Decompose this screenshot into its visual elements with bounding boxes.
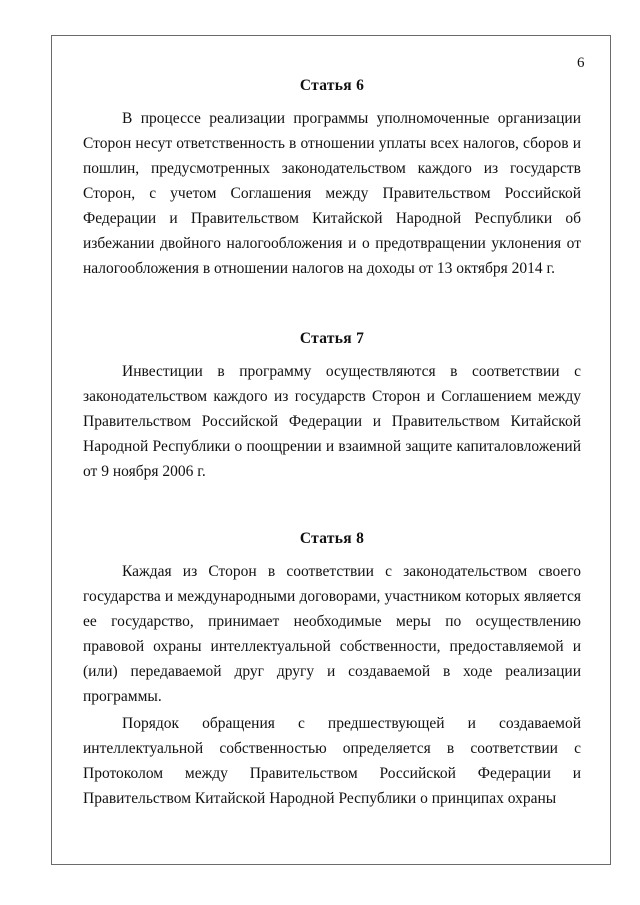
article-7	[83, 326, 581, 484]
article-8	[83, 526, 581, 811]
article-6-paragraph-1: В процессе реализации программы уполномоченные организации Сторон несут ответственность в отношении уплаты всех налогов, сборов и пошлин, предусмотренных законодательством каждого из государств Сторон, с учетом Соглашения между Правительством Российской Федерации и Правительством Китайской Народной Республики об избежании двойного налогообложения и о предотвращении уклонения от налогообложения в отношении налогов на доходы от 13 октября 2014 г.	[83, 110, 581, 277]
article-6	[83, 73, 581, 281]
article-8-paragraph-1: Каждая из Сторон в соответствии с законодательством своего государства и международными договорами, участником которых является ее государство, принимает необходимые меры по осуществлению правовой охраны интеллектуальной собственности, предоставляемой и (или) передаваемой друг другу и создаваемой в ходе реализации программы.	[83, 563, 581, 705]
article-7-paragraph-1: Инвестиции в программу осуществляются в соответствии с законодательством каждого из государств Сторон и Соглашением между Правительством Российской Федерации и Правительством Китайской Народной Республики о поощрении и взаимной защите капиталовложений от 9 ноября 2006 г.	[83, 363, 581, 480]
article-8-heading: Статья 8	[299, 530, 365, 547]
page-number: 6	[577, 55, 585, 71]
article-6-heading: Статья 6	[299, 77, 365, 94]
article-8-paragraph-2: Порядок обращения с предшествующей и создаваемой интеллектуальной собственностью определяется в соответствии с Протоколом между Правительством Российской Федерации и Правительством Китайской Народной Республики о принципах охраны	[83, 715, 581, 807]
article-7-heading: Статья 7	[299, 330, 365, 347]
